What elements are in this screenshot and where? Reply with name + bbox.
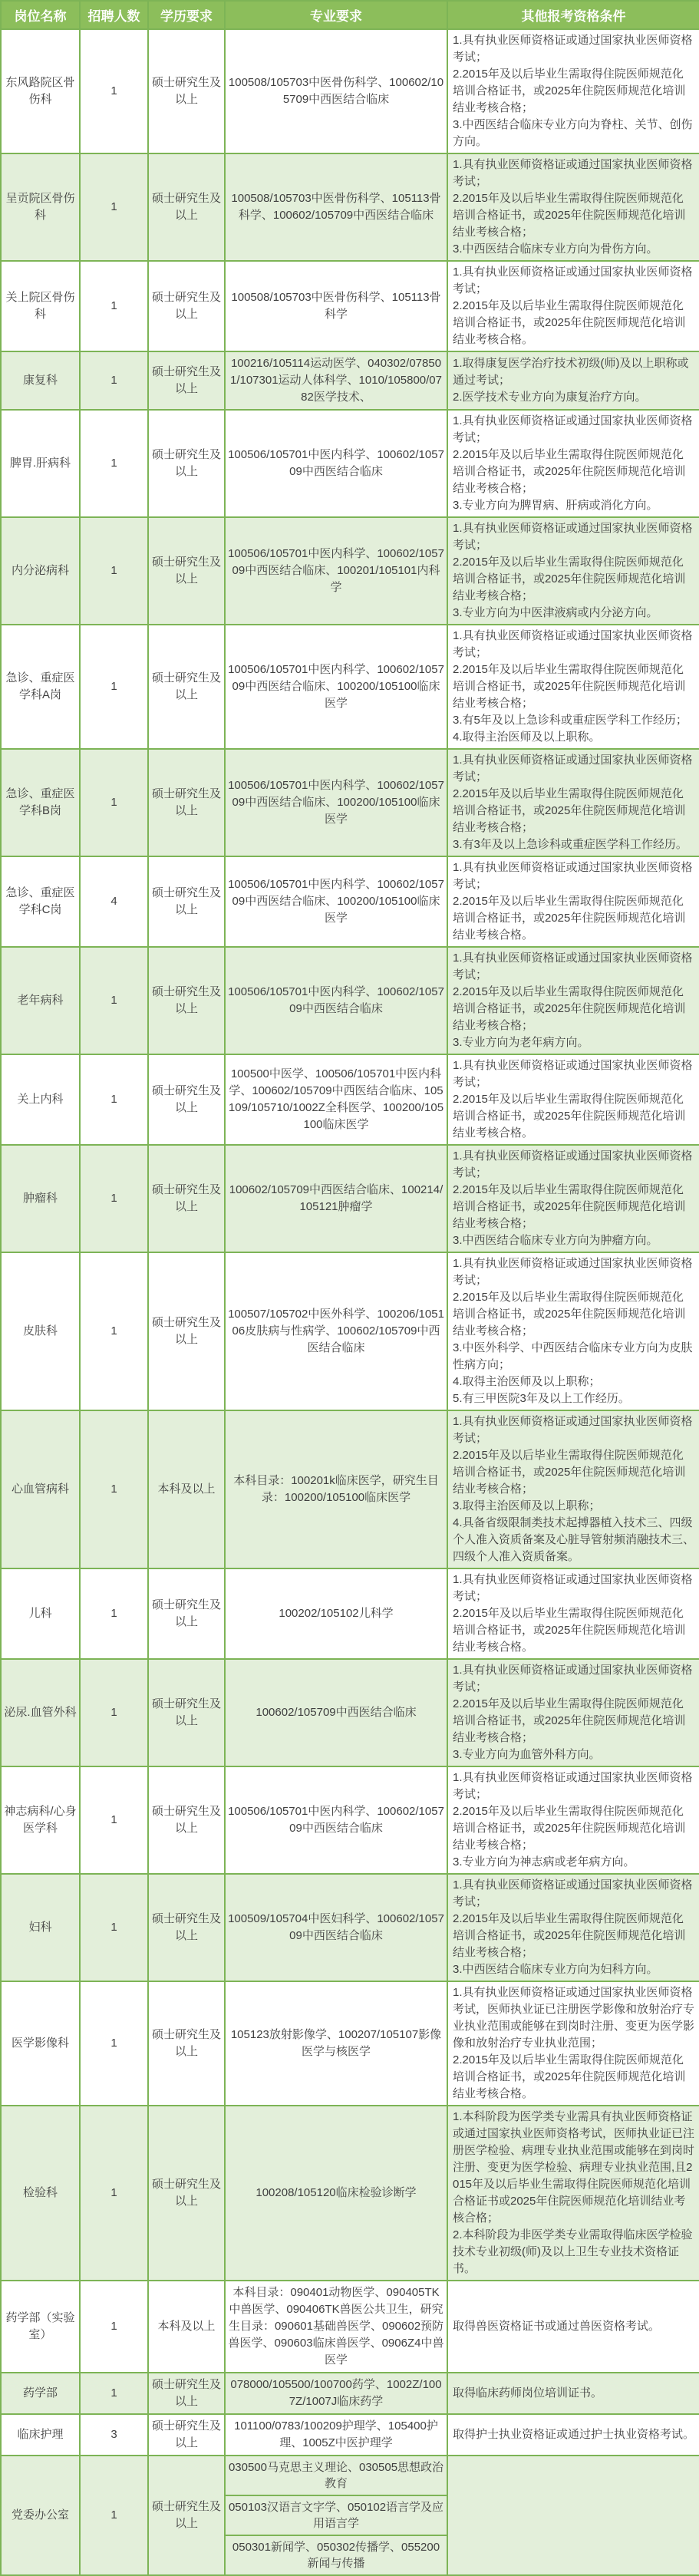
condition-line: 3.专业方向为老年病方向。 bbox=[453, 1036, 589, 1049]
other-conditions-cell bbox=[447, 1252, 699, 1410]
post-name-cell: 脾胃.肝病科 bbox=[1, 410, 80, 517]
post-name-cell: 药学部 bbox=[1, 2373, 80, 2414]
condition-line: 1.具有执业医师资格证或通过国家执业医师资格考试； bbox=[453, 861, 693, 891]
major-requirement-cell: 078000/105500/100700药学、1002Z/1007Z/1007J临床药学 bbox=[225, 2373, 447, 2414]
degree-requirement-cell: 硕士研究生及以上 bbox=[148, 749, 225, 856]
major-requirement-cell: 100508/105703中医骨伤科学、105113骨科学、100602/105709中西医结合临床 bbox=[225, 153, 447, 261]
degree-requirement-cell: 硕士研究生及以上 bbox=[148, 2414, 225, 2456]
table-row bbox=[1, 1981, 699, 2106]
other-conditions-cell bbox=[447, 2456, 699, 2575]
major-requirement-cell: 100602/105709中西医结合临床 bbox=[225, 1659, 447, 1766]
other-conditions-cell bbox=[447, 856, 699, 947]
condition-line: 1.具有执业医师资格证或通过国家执业医师资格考试； bbox=[453, 1664, 693, 1694]
condition-line: 1.具有执业医师资格证或通过国家执业医师资格考试； bbox=[453, 1257, 693, 1287]
degree-requirement-cell: 硕士研究生及以上 bbox=[148, 351, 225, 410]
degree-requirement-cell: 硕士研究生及以上 bbox=[148, 1054, 225, 1145]
condition-line: 2.2015年及以后毕业生需取得住院医师规范化培训合格证书，或2025年住院医师规范化培训结业考核合格； bbox=[453, 192, 686, 239]
column-header: 招聘人数 bbox=[80, 1, 148, 29]
post-name-cell: 内分泌病科 bbox=[1, 517, 80, 625]
recruit-count-cell: 1 bbox=[80, 153, 148, 261]
degree-requirement-cell: 硕士研究生及以上 bbox=[148, 856, 225, 947]
major-requirement-cell: 100506/105701中医内科学、100602/105709中西医结合临床 bbox=[225, 410, 447, 517]
recruit-count-cell: 1 bbox=[80, 351, 148, 410]
other-conditions-cell bbox=[447, 2414, 699, 2456]
major-requirement-cell: 100508/105703中医骨伤科学、100602/105709中西医结合临床 bbox=[225, 29, 447, 153]
major-subcell: 050103汉语言文字学、050102语言学及应用语言学 bbox=[226, 2496, 447, 2536]
major-requirement-cell: 100506/105701中医内科学、100602/105709中西医结合临床、100201/105101内科学 bbox=[225, 517, 447, 625]
major-requirement-cell: 100506/105701中医内科学、100602/105709中西医结合临床、100200/105100临床医学 bbox=[225, 856, 447, 947]
major-requirement-cell: 本科目录：100201k临床医学，研究生目录：100200/105100临床医学 bbox=[225, 1410, 447, 1568]
post-name-cell: 关上院区骨伤科 bbox=[1, 261, 80, 351]
major-requirement-cell bbox=[225, 2456, 447, 2575]
table-row bbox=[1, 856, 699, 947]
other-conditions-cell bbox=[447, 625, 699, 749]
recruit-count-cell: 1 bbox=[80, 1054, 148, 1145]
table-row bbox=[1, 2106, 699, 2281]
post-name-cell: 呈贡院区骨伤科 bbox=[1, 153, 80, 261]
table-row bbox=[1, 2281, 699, 2373]
condition-line: 2.2015年及以后毕业生需取得住院医师规范化培训合格证书，或2025年住院医师规范化培训结业考核合格； bbox=[453, 1291, 686, 1337]
condition-line: 1.具有执业医师资格证或通过国家执业医师资格考试； bbox=[453, 629, 693, 659]
post-name-cell: 泌尿.血管外科 bbox=[1, 1659, 80, 1766]
recruit-count-cell: 1 bbox=[80, 517, 148, 625]
degree-requirement-cell: 硕士研究生及以上 bbox=[148, 2373, 225, 2414]
condition-line: 1.具有执业医师资格证或通过国家执业医师资格考试； bbox=[453, 158, 693, 188]
other-conditions-cell bbox=[447, 2106, 699, 2281]
table-row bbox=[1, 261, 699, 351]
other-conditions-cell bbox=[447, 1054, 699, 1145]
table-row bbox=[1, 1766, 699, 1874]
major-subcell: 030500马克思主义理论、030505思想政治教育 bbox=[226, 2456, 447, 2496]
recruit-count-cell: 1 bbox=[80, 1766, 148, 1874]
post-name-cell: 关上内科 bbox=[1, 1054, 80, 1145]
condition-line: 1.具有执业医师资格证或通过国家执业医师资格考试； bbox=[453, 414, 693, 444]
degree-requirement-cell: 硕士研究生及以上 bbox=[148, 261, 225, 351]
condition-line: 4.取得主治医师及以上职称。 bbox=[453, 731, 601, 744]
post-name-cell: 急诊、重症医学科A岗 bbox=[1, 625, 80, 749]
condition-line: 2.2015年及以后毕业生需取得住院医师规范化培训合格证书，或2025年住院医师规范化培训结业考核合格； bbox=[453, 1805, 686, 1852]
major-requirement-cell: 100602/105709中西医结合临床、100214/105121肿瘤学 bbox=[225, 1145, 447, 1252]
recruit-count-cell: 4 bbox=[80, 856, 148, 947]
other-conditions-cell bbox=[447, 261, 699, 351]
condition-line: 2.2015年及以后毕业生需取得住院医师规范化培训合格证书，或2025年住院医师规范化培训结业考核合格。 bbox=[453, 299, 686, 346]
degree-requirement-cell: 硕士研究生及以上 bbox=[148, 29, 225, 153]
post-name-cell: 老年病科 bbox=[1, 947, 80, 1054]
table-row bbox=[1, 351, 699, 410]
recruit-count-cell: 1 bbox=[80, 2281, 148, 2373]
table-row bbox=[1, 1410, 699, 1568]
recruit-count-cell: 1 bbox=[80, 2456, 148, 2575]
condition-line: 2.2015年及以后毕业生需取得住院医师规范化培训合格证书，或2025年住院医师规范化培训结业考核合格。 bbox=[453, 2053, 686, 2100]
column-header: 岗位名称 bbox=[1, 1, 80, 29]
condition-line: 1.具有执业医师资格证或通过国家执业医师资格考试； bbox=[453, 1573, 693, 1603]
recruit-count-cell: 1 bbox=[80, 410, 148, 517]
condition-line: 取得临床药师岗位培训证书。 bbox=[453, 2386, 603, 2400]
major-requirement-cell: 101100/0783/100209护理学、105400护理、1005Z中医护理学 bbox=[225, 2414, 447, 2456]
condition-line: 取得护士执业资格证或通过护士执业资格考试。 bbox=[453, 2428, 695, 2441]
other-conditions-cell bbox=[447, 1410, 699, 1568]
condition-line: 1.具有执业医师资格证或通过国家执业医师资格考试； bbox=[453, 266, 693, 295]
condition-line: 2.2015年及以后毕业生需取得住院医师规范化培训合格证书，或2025年住院医师规范化培训结业考核合格； bbox=[453, 556, 686, 602]
condition-line: 1.本科阶段为医学类专业需具有执业医师资格证或通过国家执业医师资格考试，医师执业证已注册医学检验、病理专业执业范围或能够在到岗时注册、变更为医学检验、病理专业执业范围,且2015年及以后毕业生需取得住院医师规范化培训合格证书或2025年住院医师规范化培训结业考核合格； bbox=[453, 2110, 695, 2225]
condition-line: 3.中西医结合临床专业方向为骨伤方向。 bbox=[453, 242, 658, 256]
major-requirement-cell: 本科目录：090401动物医学、090405TK中兽医学、090406TK兽医公共卫生，研究生目录：090601基础兽医学、090602预防兽医学、090603临床兽医学、0906Z4中兽医学 bbox=[225, 2281, 447, 2373]
column-header: 专业要求 bbox=[225, 1, 447, 29]
table-row bbox=[1, 1252, 699, 1410]
table-row bbox=[1, 1568, 699, 1659]
major-requirement-cell: 100508/105703中医骨伤科学、105113骨科学 bbox=[225, 261, 447, 351]
recruit-count-cell: 1 bbox=[80, 1659, 148, 1766]
recruit-count-cell: 3 bbox=[80, 2414, 148, 2456]
other-conditions-cell bbox=[447, 153, 699, 261]
condition-line: 2.2015年及以后毕业生需取得住院医师规范化培训合格证书，或2025年住院医师规范化培训结业考核合格； bbox=[453, 1912, 686, 1959]
condition-line: 1.具有执业医师资格证或通过国家执业医师资格考试； bbox=[453, 1415, 693, 1445]
condition-line: 1.具有执业医师资格证或通过国家执业医师资格考试； bbox=[453, 1149, 693, 1179]
major-requirement-cell: 100506/105701中医内科学、100602/105709中西医结合临床 bbox=[225, 1766, 447, 1874]
post-name-cell: 药学部（实验室） bbox=[1, 2281, 80, 2373]
recruit-count-cell: 1 bbox=[80, 625, 148, 749]
recruit-count-cell: 1 bbox=[80, 2106, 148, 2281]
condition-line: 1.具有执业医师资格证或通过国家执业医师资格考试； bbox=[453, 952, 693, 981]
table-row bbox=[1, 947, 699, 1054]
condition-line: 3.专业方向为血管外科方向。 bbox=[453, 1748, 601, 1761]
table-row bbox=[1, 153, 699, 261]
post-name-cell: 临床护理 bbox=[1, 2414, 80, 2456]
major-subcell: 050301新闻学、050302传播学、055200新闻与传播 bbox=[232, 2541, 440, 2570]
post-name-cell: 心血管病科 bbox=[1, 1410, 80, 1568]
major-requirement-cell: 100507/105702中医外科学、100206/105106皮肤病与性病学、100602/105709中西医结合临床 bbox=[225, 1252, 447, 1410]
recruit-count-cell: 1 bbox=[80, 947, 148, 1054]
condition-line: 3.中西医结合临床专业方向为脊柱、关节、创伤方向。 bbox=[453, 118, 693, 148]
table-row bbox=[1, 749, 699, 856]
recruit-count-cell: 1 bbox=[80, 1874, 148, 1981]
condition-line: 5.有三甲医院3年及以上工作经历。 bbox=[453, 1392, 630, 1405]
condition-line: 4.取得主治医师及以上职称； bbox=[453, 1375, 601, 1388]
other-conditions-cell bbox=[447, 947, 699, 1054]
condition-line: 2.2015年及以后毕业生需取得住院医师规范化培训合格证书，或2025年住院医师规范化培训结业考核合格。 bbox=[453, 895, 686, 942]
degree-requirement-cell: 硕士研究生及以上 bbox=[148, 410, 225, 517]
recruit-count-cell: 1 bbox=[80, 2373, 148, 2414]
condition-line: 3.有3年及以上急诊科或重症医学科工作经历。 bbox=[453, 838, 687, 851]
degree-requirement-cell: 硕士研究生及以上 bbox=[148, 2106, 225, 2281]
post-name-cell: 肿瘤科 bbox=[1, 1145, 80, 1252]
recruit-count-cell: 1 bbox=[80, 1145, 148, 1252]
condition-line: 2.2015年及以后毕业生需取得住院医师规范化培训合格证书，或2025年住院医师规范化培训结业考核合格。 bbox=[453, 1607, 686, 1654]
other-conditions-cell bbox=[447, 749, 699, 856]
condition-line: 2.2015年及以后毕业生需取得住院医师规范化培训合格证书，或2025年住院医师规范化培训结业考核合格； bbox=[453, 68, 686, 114]
other-conditions-cell bbox=[447, 517, 699, 625]
major-requirement-cell: 100509/105704中医妇科学、100602/105709中西医结合临床 bbox=[225, 1874, 447, 1981]
degree-requirement-cell: 本科及以上 bbox=[148, 2281, 225, 2373]
major-requirement-cell: 100208/105120临床检验诊断学 bbox=[225, 2106, 447, 2281]
table-row bbox=[1, 2373, 699, 2414]
condition-line: 3.有5年及以上急诊科或重症医学科工作经历； bbox=[453, 714, 687, 727]
condition-line: 2.2015年及以后毕业生需取得住院医师规范化培训合格证书，或2025年住院医师规范化培训结业考核合格； bbox=[453, 985, 686, 1032]
other-conditions-cell bbox=[447, 410, 699, 517]
condition-line: 1.取得康复医学治疗技术初级(师)及以上职称或通过考试； bbox=[453, 357, 689, 387]
condition-line: 1.具有执业医师资格证或通过国家执业医师资格考试，医师执业证已注册医学影像和放射治疗专业执业范围或能够在到岗时注册、变更为医学影像和放射治疗专业执业范围； bbox=[453, 1986, 695, 2050]
post-name-cell: 医学影像科 bbox=[1, 1981, 80, 2106]
other-conditions-cell bbox=[447, 351, 699, 410]
condition-line: 2.2015年及以后毕业生需取得住院医师规范化培训合格证书，或2025年住院医师规范化培训结业考核合格； bbox=[453, 1183, 686, 1230]
recruit-count-cell: 1 bbox=[80, 29, 148, 153]
other-conditions-cell bbox=[447, 29, 699, 153]
post-name-cell: 党委办公室 bbox=[1, 2456, 80, 2575]
degree-requirement-cell: 硕士研究生及以上 bbox=[148, 153, 225, 261]
table-row bbox=[1, 2456, 699, 2575]
condition-line: 2.2015年及以后毕业生需取得住院医师规范化培训合格证书，或2025年住院医师规范化培训结业考核合格； bbox=[453, 663, 686, 710]
table-row bbox=[1, 1054, 699, 1145]
condition-line: 3.专业方向为神志病或老年病方向。 bbox=[453, 1855, 635, 1869]
table-row bbox=[1, 1874, 699, 1981]
degree-requirement-cell: 硕士研究生及以上 bbox=[148, 1766, 225, 1874]
post-name-cell: 检验科 bbox=[1, 2106, 80, 2281]
table-header-row bbox=[1, 1, 699, 29]
condition-line: 1.具有执业医师资格证或通过国家执业医师资格考试； bbox=[453, 1771, 693, 1801]
condition-line: 4.具备省级限制类技术起搏器植入技术三、四级个人准入资质备案及心脏导管射频消融技术三、四级个人准入资质备案。 bbox=[453, 1516, 695, 1563]
post-name-cell: 康复科 bbox=[1, 351, 80, 410]
post-name-cell: 妇科 bbox=[1, 1874, 80, 1981]
condition-line: 2.2015年及以后毕业生需取得住院医师规范化培训合格证书，或2025年住院医师规范化培训结业考核合格； bbox=[453, 448, 686, 495]
condition-line: 3.中西医结合临床专业方向为肿瘤方向。 bbox=[453, 1234, 658, 1247]
condition-line: 2.2015年及以后毕业生需取得住院医师规范化培训合格证书，或2025年住院医师规范化培训结业考核合格； bbox=[453, 1697, 686, 1744]
table-row bbox=[1, 517, 699, 625]
recruit-count-cell: 1 bbox=[80, 1568, 148, 1659]
table-row bbox=[1, 410, 699, 517]
table-row bbox=[1, 1145, 699, 1252]
other-conditions-cell bbox=[447, 2281, 699, 2373]
degree-requirement-cell: 硕士研究生及以上 bbox=[148, 1659, 225, 1766]
post-name-cell: 急诊、重症医学科C岗 bbox=[1, 856, 80, 947]
degree-requirement-cell: 硕士研究生及以上 bbox=[148, 517, 225, 625]
other-conditions-cell bbox=[447, 1659, 699, 1766]
other-conditions-cell bbox=[447, 1874, 699, 1981]
condition-line: 1.具有执业医师资格证或通过国家执业医师资格考试； bbox=[453, 754, 693, 783]
column-header: 其他报考资格条件 bbox=[447, 1, 699, 29]
degree-requirement-cell: 硕士研究生及以上 bbox=[148, 1252, 225, 1410]
condition-line: 1.具有执业医师资格证或通过国家执业医师资格考试； bbox=[453, 1059, 693, 1089]
condition-line: 1.具有执业医师资格证或通过国家执业医师资格考试； bbox=[453, 34, 693, 64]
post-name-cell: 神志病科/心身医学科 bbox=[1, 1766, 80, 1874]
post-name-cell: 儿科 bbox=[1, 1568, 80, 1659]
condition-line: 3.中医外科学、中西医结合临床专业方向为皮肤性病方向； bbox=[453, 1341, 693, 1371]
degree-requirement-cell: 硕士研究生及以上 bbox=[148, 1568, 225, 1659]
degree-requirement-cell: 硕士研究生及以上 bbox=[148, 1874, 225, 1981]
condition-line: 2.2015年及以后毕业生需取得住院医师规范化培训合格证书，或2025年住院医师规范化培训结业考核合格； bbox=[453, 787, 686, 834]
table-row bbox=[1, 1659, 699, 1766]
recruit-count-cell: 1 bbox=[80, 749, 148, 856]
condition-line: 取得兽医资格证书或通过兽医资格考试。 bbox=[453, 2320, 661, 2333]
condition-line: 3.取得主治医师及以上职称； bbox=[453, 1499, 601, 1512]
condition-line: 2.2015年及以后毕业生需取得住院医师规范化培训合格证书，或2025年住院医师规范化培训结业考核合格； bbox=[453, 1449, 686, 1496]
recruit-count-cell: 1 bbox=[80, 261, 148, 351]
condition-line: 1.具有执业医师资格证或通过国家执业医师资格考试； bbox=[453, 1878, 693, 1908]
degree-requirement-cell: 硕士研究生及以上 bbox=[148, 947, 225, 1054]
condition-line: 2.医学技术专业方向为康复治疗方向。 bbox=[453, 391, 647, 404]
other-conditions-cell bbox=[447, 1766, 699, 1874]
condition-line: 2.2015年及以后毕业生需取得住院医师规范化培训合格证书，或2025年住院医师规范化培训结业考核合格。 bbox=[453, 1093, 686, 1140]
other-conditions-cell bbox=[447, 1145, 699, 1252]
post-name-cell: 急诊、重症医学科B岗 bbox=[1, 749, 80, 856]
column-header: 学历要求 bbox=[148, 1, 225, 29]
major-requirement-cell: 100216/105114运动医学、040302/078501/107301运动人体科学、1010/105800/0782医学技术、 bbox=[225, 351, 447, 410]
major-requirement-cell: 105123放射影像学、100207/105107影像医学与核医学 bbox=[225, 1981, 447, 2106]
degree-requirement-cell: 硕士研究生及以上 bbox=[148, 1981, 225, 2106]
table-row bbox=[1, 2414, 699, 2456]
table-body bbox=[1, 29, 699, 2575]
major-requirement-cell: 100500中医学、100506/105701中医内科学、100602/105709中西医结合临床、105109/105710/1002Z全科医学、100200/105100临床医学 bbox=[225, 1054, 447, 1145]
other-conditions-cell bbox=[447, 2373, 699, 2414]
degree-requirement-cell: 本科及以上 bbox=[148, 1410, 225, 1568]
other-conditions-cell bbox=[447, 1981, 699, 2106]
degree-requirement-cell: 硕士研究生及以上 bbox=[148, 1145, 225, 1252]
condition-line: 2.本科阶段为非医学类专业需取得临床医学检验技术专业初级(师)及以上卫生专业技术资格证书。 bbox=[453, 2228, 693, 2275]
condition-line: 3.专业方向为中医津液病或内分泌方向。 bbox=[453, 606, 658, 619]
recruit-count-cell: 1 bbox=[80, 1410, 148, 1568]
post-name-cell: 皮肤科 bbox=[1, 1252, 80, 1410]
recruit-count-cell: 1 bbox=[80, 1981, 148, 2106]
major-requirement-cell: 100506/105701中医内科学、100602/105709中西医结合临床、100200/105100临床医学 bbox=[225, 749, 447, 856]
major-requirement-cell: 100506/105701中医内科学、100602/105709中西医结合临床 bbox=[225, 947, 447, 1054]
degree-requirement-cell: 硕士研究生及以上 bbox=[148, 625, 225, 749]
table-row bbox=[1, 29, 699, 153]
table-row bbox=[1, 625, 699, 749]
condition-line: 1.具有执业医师资格证或通过国家执业医师资格考试； bbox=[453, 522, 693, 552]
condition-line: 3.中西医结合临床专业方向为妇科方向。 bbox=[453, 1963, 658, 1976]
degree-requirement-cell: 硕士研究生及以上 bbox=[148, 2456, 225, 2575]
major-requirement-cell: 100202/105102儿科学 bbox=[225, 1568, 447, 1659]
major-requirement-cell: 100506/105701中医内科学、100602/105709中西医结合临床、100200/105100临床医学 bbox=[225, 625, 447, 749]
recruit-count-cell: 1 bbox=[80, 1252, 148, 1410]
condition-line: 3.专业方向为脾胃病、肝病或消化方向。 bbox=[453, 499, 658, 512]
post-name-cell: 东风路院区骨伤科 bbox=[1, 29, 80, 153]
other-conditions-cell bbox=[447, 1568, 699, 1659]
